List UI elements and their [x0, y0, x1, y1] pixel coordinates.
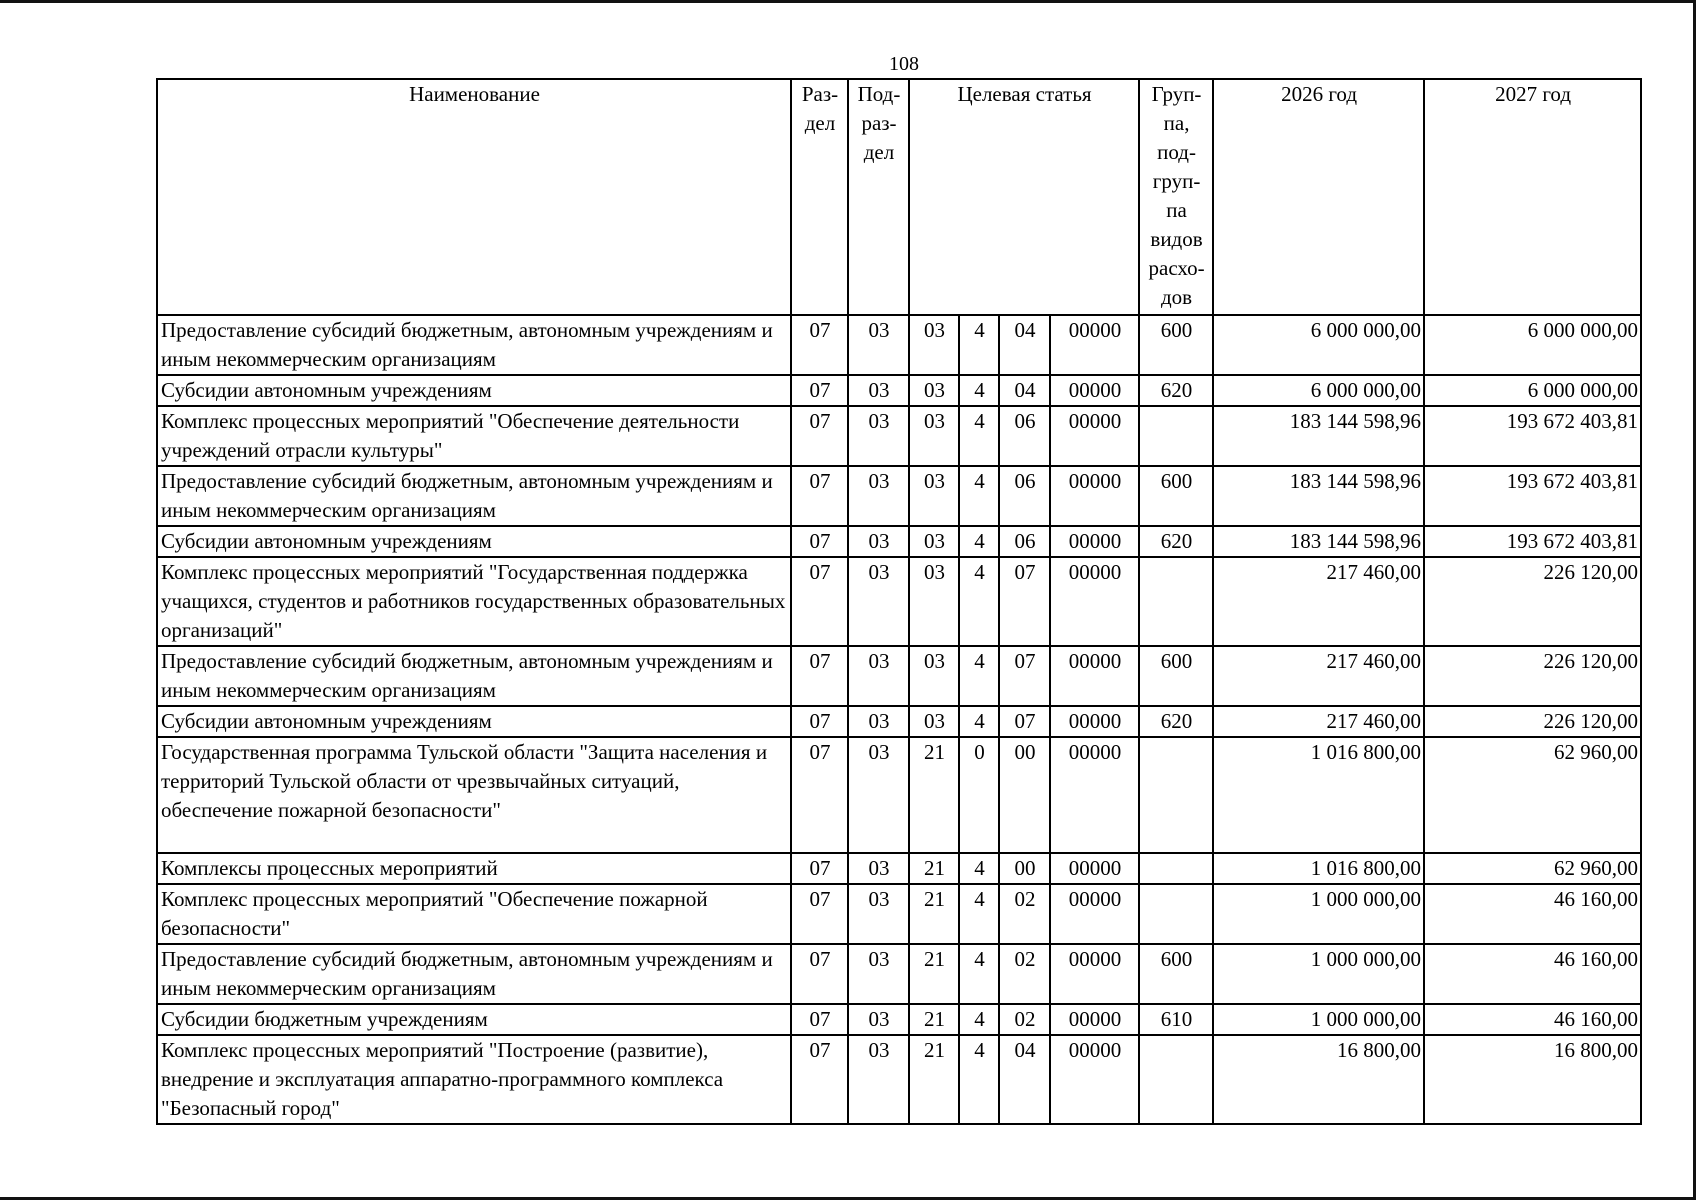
table-cell-target-complex: 07	[999, 646, 1050, 706]
table-cell-amount-2026: 217 460,00	[1213, 557, 1424, 646]
header-razdel: Раз- дел	[791, 79, 848, 315]
table-row	[157, 737, 1641, 853]
table-cell-amount-2027: 46 160,00	[1424, 884, 1641, 944]
table-cell-target-type: 4	[959, 884, 999, 944]
table-cell-target-program: 03	[909, 646, 959, 706]
table-cell-target-direction: 00000	[1050, 1004, 1139, 1035]
table-cell-amount-2027: 6 000 000,00	[1424, 315, 1641, 375]
table-cell-target-direction: 00000	[1050, 315, 1139, 375]
table-cell-razdel: 07	[791, 406, 848, 466]
table-cell-target-program: 21	[909, 1004, 959, 1035]
table-cell-name: Предоставление субсидий бюджетным, автономным учреждениям и иным некоммерческим организациям	[157, 466, 791, 526]
table-cell-razdel: 07	[791, 884, 848, 944]
table-row	[157, 944, 1641, 1004]
table-cell-amount-2027: 6 000 000,00	[1424, 375, 1641, 406]
table-cell-target-complex: 04	[999, 315, 1050, 375]
table-cell-expense-group	[1139, 1035, 1213, 1124]
table-cell-razdel: 07	[791, 706, 848, 737]
header-podrazdel: Под- раз- дел	[848, 79, 909, 315]
table-cell-target-direction: 00000	[1050, 706, 1139, 737]
table-cell-name: Комплексы процессных мероприятий	[157, 853, 791, 884]
header-target-article: Целевая статья	[909, 79, 1139, 315]
table-cell-amount-2027: 226 120,00	[1424, 646, 1641, 706]
table-cell-target-direction: 00000	[1050, 884, 1139, 944]
table-cell-target-program: 21	[909, 737, 959, 853]
table-cell-target-program: 03	[909, 526, 959, 557]
table-row	[157, 853, 1641, 884]
table-cell-razdel: 07	[791, 557, 848, 646]
table-cell-expense-group: 600	[1139, 944, 1213, 1004]
table-cell-amount-2027: 46 160,00	[1424, 944, 1641, 1004]
table-cell-target-direction: 00000	[1050, 406, 1139, 466]
table-cell-podrazdel: 03	[848, 557, 909, 646]
table-cell-target-complex: 07	[999, 706, 1050, 737]
table-cell-target-complex: 02	[999, 884, 1050, 944]
table-cell-target-direction: 00000	[1050, 646, 1139, 706]
table-cell-expense-group: 600	[1139, 315, 1213, 375]
table-cell-podrazdel: 03	[848, 646, 909, 706]
table-cell-target-program: 03	[909, 315, 959, 375]
page-number: 108	[889, 53, 919, 75]
table-cell-expense-group	[1139, 884, 1213, 944]
table-cell-target-direction: 00000	[1050, 526, 1139, 557]
table-cell-podrazdel: 03	[848, 737, 909, 853]
table-cell-target-complex: 00	[999, 853, 1050, 884]
table-cell-podrazdel: 03	[848, 1035, 909, 1124]
table-cell-name: Предоставление субсидий бюджетным, автономным учреждениям и иным некоммерческим организациям	[157, 646, 791, 706]
table-cell-target-complex: 04	[999, 1035, 1050, 1124]
table-cell-name: Комплекс процессных мероприятий "Построение (развитие), внедрение и эксплуатация аппаратно-программного комплекса "Безопасный город"	[157, 1035, 791, 1124]
table-cell-razdel: 07	[791, 1004, 848, 1035]
table-cell-razdel: 07	[791, 315, 848, 375]
table-cell-target-complex: 06	[999, 466, 1050, 526]
table-cell-target-program: 03	[909, 706, 959, 737]
table-cell-target-type: 4	[959, 1035, 999, 1124]
table-cell-expense-group: 620	[1139, 375, 1213, 406]
table-cell-razdel: 07	[791, 526, 848, 557]
table-cell-target-type: 4	[959, 526, 999, 557]
table-cell-expense-group	[1139, 737, 1213, 853]
table-cell-target-program: 21	[909, 1035, 959, 1124]
table-cell-amount-2026: 217 460,00	[1213, 706, 1424, 737]
table-cell-name: Субсидии автономным учреждениям	[157, 526, 791, 557]
table-cell-amount-2026: 217 460,00	[1213, 646, 1424, 706]
table-cell-razdel: 07	[791, 375, 848, 406]
table-cell-target-type: 4	[959, 315, 999, 375]
table-cell-target-type: 4	[959, 853, 999, 884]
table-cell-razdel: 07	[791, 737, 848, 853]
table-cell-target-type: 4	[959, 557, 999, 646]
table-cell-target-type: 4	[959, 375, 999, 406]
table-cell-amount-2027: 62 960,00	[1424, 853, 1641, 884]
table-row	[157, 884, 1641, 944]
table-cell-name: Предоставление субсидий бюджетным, автономным учреждениям и иным некоммерческим организациям	[157, 315, 791, 375]
table-cell-amount-2027: 226 120,00	[1424, 706, 1641, 737]
table-cell-amount-2027: 46 160,00	[1424, 1004, 1641, 1035]
table-cell-target-program: 21	[909, 884, 959, 944]
table-cell-target-type: 0	[959, 737, 999, 853]
table-cell-target-complex: 02	[999, 944, 1050, 1004]
table-cell-podrazdel: 03	[848, 1004, 909, 1035]
header-name: Наименование	[157, 79, 791, 315]
table-cell-podrazdel: 03	[848, 375, 909, 406]
table-cell-target-direction: 00000	[1050, 1035, 1139, 1124]
table-row	[157, 646, 1641, 706]
table-cell-target-type: 4	[959, 406, 999, 466]
header-year-2026: 2026 год	[1213, 79, 1424, 315]
table-cell-expense-group: 600	[1139, 466, 1213, 526]
table-cell-podrazdel: 03	[848, 406, 909, 466]
table-cell-name: Субсидии бюджетным учреждениям	[157, 1004, 791, 1035]
table-row	[157, 557, 1641, 646]
table-cell-name: Комплекс процессных мероприятий "Обеспечение деятельности учреждений отрасли культуры"	[157, 406, 791, 466]
table-cell-podrazdel: 03	[848, 884, 909, 944]
table-cell-amount-2026: 1 000 000,00	[1213, 944, 1424, 1004]
table-cell-target-direction: 00000	[1050, 375, 1139, 406]
table-cell-expense-group: 620	[1139, 706, 1213, 737]
table-cell-expense-group	[1139, 406, 1213, 466]
table-cell-razdel: 07	[791, 646, 848, 706]
table-cell-name: Комплекс процессных мероприятий "Государственная поддержка учащихся, студентов и работников государственных образовательных организаций"	[157, 557, 791, 646]
table-cell-amount-2027: 193 672 403,81	[1424, 466, 1641, 526]
table-cell-name: Субсидии автономным учреждениям	[157, 375, 791, 406]
table-row	[157, 1035, 1641, 1124]
page-top-edge	[0, 0, 1696, 3]
table-cell-amount-2026: 1 000 000,00	[1213, 1004, 1424, 1035]
table-cell-amount-2026: 1 000 000,00	[1213, 884, 1424, 944]
table-row	[157, 466, 1641, 526]
table-cell-expense-group: 620	[1139, 526, 1213, 557]
table-cell-amount-2026: 16 800,00	[1213, 1035, 1424, 1124]
table-cell-expense-group: 600	[1139, 646, 1213, 706]
table-cell-expense-group: 610	[1139, 1004, 1213, 1035]
table-row	[157, 315, 1641, 375]
table-cell-podrazdel: 03	[848, 526, 909, 557]
table-cell-target-direction: 00000	[1050, 466, 1139, 526]
table-cell-name: Предоставление субсидий бюджетным, автономным учреждениям и иным некоммерческим организациям	[157, 944, 791, 1004]
table-cell-amount-2026: 183 144 598,96	[1213, 466, 1424, 526]
table-cell-target-type: 4	[959, 646, 999, 706]
table-cell-razdel: 07	[791, 466, 848, 526]
table-cell-target-complex: 04	[999, 375, 1050, 406]
table-row	[157, 406, 1641, 466]
table-cell-amount-2027: 62 960,00	[1424, 737, 1641, 853]
table-cell-podrazdel: 03	[848, 466, 909, 526]
table-cell-target-complex: 00	[999, 737, 1050, 853]
table-cell-name: Государственная программа Тульской области "Защита населения и территорий Тульской области от чрезвычайных ситуаций, обеспечение пожарной безопасности"	[157, 737, 791, 853]
table-cell-expense-group	[1139, 853, 1213, 884]
table-cell-amount-2026: 183 144 598,96	[1213, 526, 1424, 557]
table-cell-target-complex: 06	[999, 406, 1050, 466]
table-cell-amount-2027: 16 800,00	[1424, 1035, 1641, 1124]
budget-table	[156, 78, 1642, 1125]
table-cell-target-direction: 00000	[1050, 557, 1139, 646]
table-cell-target-direction: 00000	[1050, 853, 1139, 884]
table-cell-expense-group	[1139, 557, 1213, 646]
table-cell-name: Комплекс процессных мероприятий "Обеспечение пожарной безопасности"	[157, 884, 791, 944]
table-cell-podrazdel: 03	[848, 853, 909, 884]
table-cell-target-program: 03	[909, 557, 959, 646]
table-row	[157, 375, 1641, 406]
header-expense-group: Груп- па, под- груп- па видов расхо- дов	[1139, 79, 1213, 315]
table-cell-target-complex: 02	[999, 1004, 1050, 1035]
table-cell-target-program: 03	[909, 466, 959, 526]
table-cell-amount-2026: 6 000 000,00	[1213, 375, 1424, 406]
table-cell-podrazdel: 03	[848, 944, 909, 1004]
table-cell-razdel: 07	[791, 944, 848, 1004]
table-row	[157, 526, 1641, 557]
table-cell-name: Субсидии автономным учреждениям	[157, 706, 791, 737]
table-cell-target-program: 03	[909, 375, 959, 406]
table-cell-amount-2027: 193 672 403,81	[1424, 526, 1641, 557]
table-cell-target-type: 4	[959, 466, 999, 526]
table-cell-amount-2026: 183 144 598,96	[1213, 406, 1424, 466]
table-cell-amount-2026: 6 000 000,00	[1213, 315, 1424, 375]
table-cell-target-complex: 07	[999, 557, 1050, 646]
table-cell-target-program: 21	[909, 944, 959, 1004]
table-row	[157, 1004, 1641, 1035]
table-cell-target-type: 4	[959, 944, 999, 1004]
table-cell-target-type: 4	[959, 1004, 999, 1035]
table-cell-target-program: 21	[909, 853, 959, 884]
table-cell-podrazdel: 03	[848, 706, 909, 737]
table-cell-amount-2027: 193 672 403,81	[1424, 406, 1641, 466]
table-row	[157, 706, 1641, 737]
table-body	[157, 315, 1641, 1124]
table-cell-target-complex: 06	[999, 526, 1050, 557]
table-cell-razdel: 07	[791, 853, 848, 884]
table-header-row	[157, 79, 1641, 315]
table-cell-target-type: 4	[959, 706, 999, 737]
table-cell-target-direction: 00000	[1050, 737, 1139, 853]
table-cell-amount-2026: 1 016 800,00	[1213, 737, 1424, 853]
table-cell-target-direction: 00000	[1050, 944, 1139, 1004]
table-cell-target-program: 03	[909, 406, 959, 466]
table-cell-razdel: 07	[791, 1035, 848, 1124]
table-cell-amount-2027: 226 120,00	[1424, 557, 1641, 646]
table-cell-podrazdel: 03	[848, 315, 909, 375]
header-year-2027: 2027 год	[1424, 79, 1641, 315]
table-cell-amount-2026: 1 016 800,00	[1213, 853, 1424, 884]
